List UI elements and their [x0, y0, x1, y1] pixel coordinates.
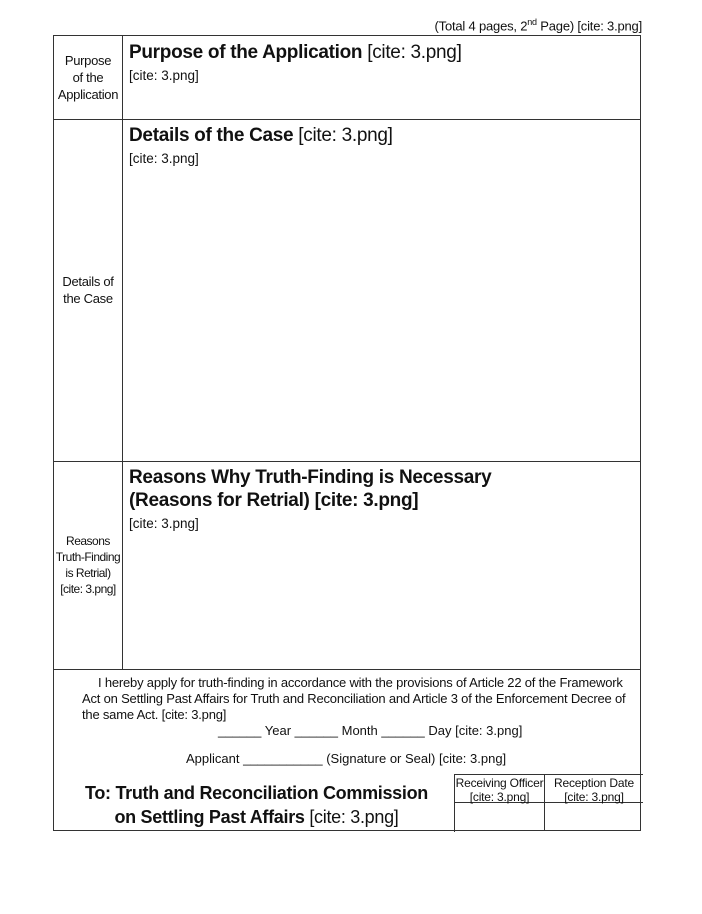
reasons-cite: [cite: 3.png]	[129, 516, 199, 531]
date-field[interactable]: ______ Year ______ Month ______ Day [cite: 3.png]	[218, 723, 523, 738]
page-indicator: (Total 4 pages, 2nd Page) [cite: 3.png]	[434, 17, 642, 34]
declaration-text: I hereby apply for truth-finding in accordance with the provisions of Article 22 of the Framework Act on Settling Past Affairs for Truth and Reconciliation and Article 3 of the Enforcement Decree of the same Act. [cite: 3.png]	[82, 675, 626, 722]
reasons-section	[54, 461, 640, 670]
details-heading: Details of the Case [cite: 3.png]	[129, 125, 393, 146]
purpose-heading: Purpose of the Application [cite: 3.png]	[129, 42, 462, 63]
purpose-cite: [cite: 3.png]	[129, 68, 199, 83]
reasons-content[interactable]	[129, 466, 634, 531]
reception-date-field[interactable]	[545, 803, 643, 830]
purpose-section	[54, 36, 640, 120]
details-section	[54, 119, 640, 462]
reception-date-header: Reception Date [cite: 3.png]	[545, 774, 643, 803]
applicant-signature-field[interactable]: Applicant ___________ (Signature or Seal) [cite: 3.png]	[186, 751, 507, 766]
receiving-officer-field[interactable]	[455, 803, 545, 830]
details-cite: [cite: 3.png]	[129, 151, 199, 166]
purpose-content[interactable]	[129, 41, 634, 83]
reception-box	[454, 774, 643, 832]
details-label: Details of the Case	[54, 119, 123, 461]
addressee: To: Truth and Reconciliation Commission on Settling Past Affairs [cite: 3.png]	[85, 783, 428, 827]
reasons-heading: Reasons Why Truth-Finding is Necessary (Reasons for Retrial) [cite: 3.png]	[129, 467, 492, 511]
receiving-officer-header: Receiving Officer [cite: 3.png]	[455, 776, 544, 804]
details-content[interactable]	[129, 124, 634, 166]
reasons-label: Reasons Truth-Finding is Retrial) [cite: 3.png]	[54, 461, 123, 669]
application-form	[53, 35, 641, 831]
declaration-section	[54, 668, 640, 830]
purpose-label: Purpose of the Application	[54, 36, 123, 119]
